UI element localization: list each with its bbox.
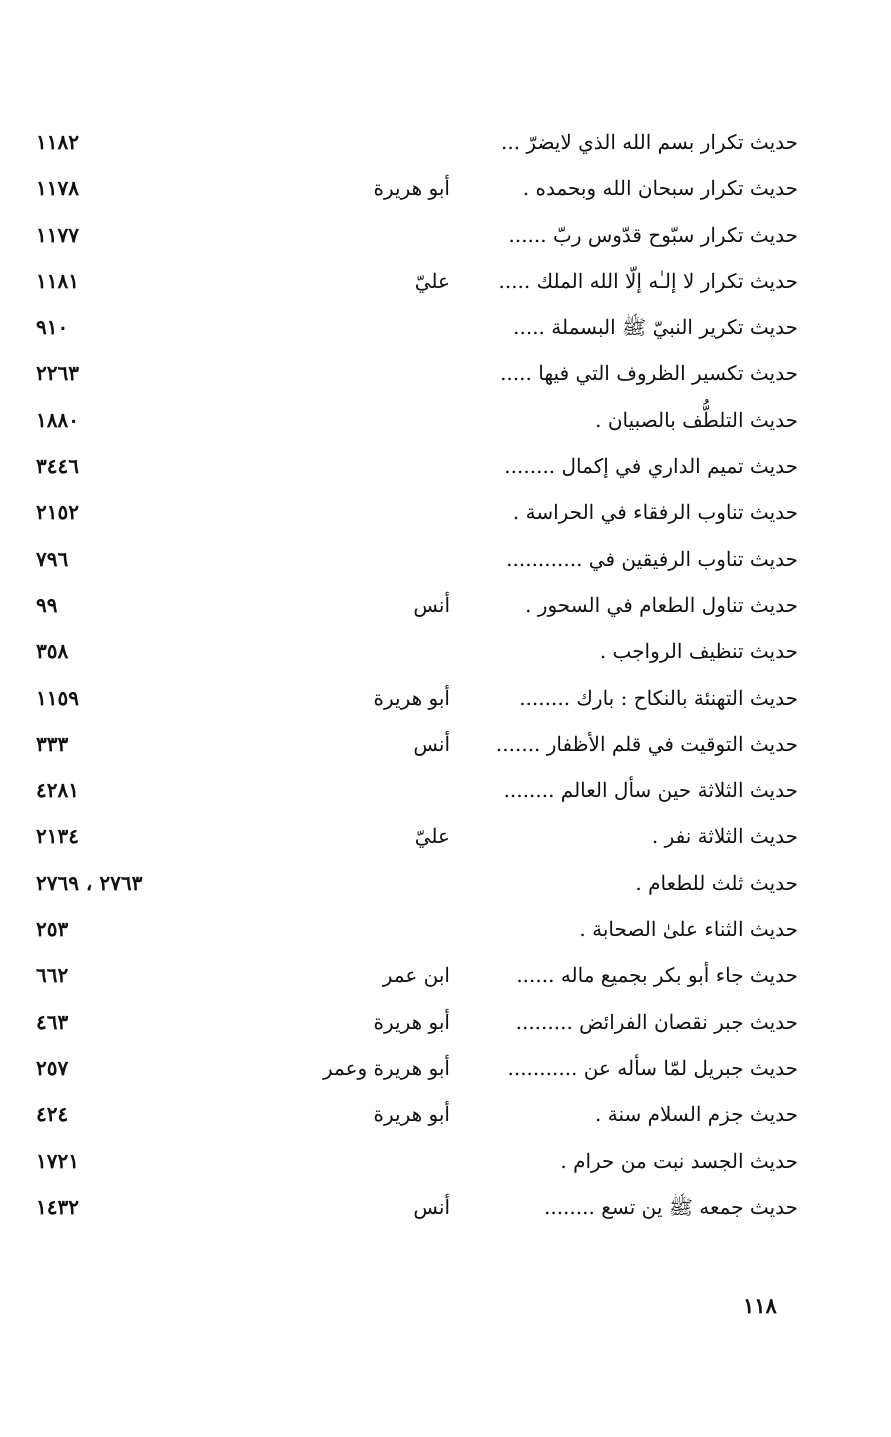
entry-title: حديث التلطُّف بالصبيان . — [595, 407, 798, 432]
entry-reference-number: ١١٧٨ — [36, 176, 79, 201]
index-entry — [0, 1004, 891, 1050]
entry-reference-number: ١٧٢١ — [36, 1148, 79, 1173]
index-entry — [0, 402, 891, 448]
index-entry — [0, 772, 891, 818]
entry-reference-number: ٧٩٦ — [36, 546, 69, 571]
entry-reference-number: ٤٢٤ — [36, 1102, 69, 1127]
entry-title: حديث جمعه ﷺ ين تسع ........ — [543, 1194, 798, 1219]
entry-title: حديث ثلث للطعام . — [635, 870, 798, 895]
entry-title: حديث تميم الداري في إكمال ........ — [504, 454, 798, 479]
index-entry — [0, 911, 891, 957]
entry-reference-number: ٤٦٣ — [36, 1009, 69, 1034]
entry-title: حديث التهنئة بالنكاح : بارك ........ — [519, 685, 798, 710]
index-entry — [0, 494, 891, 540]
entry-narrator: أبو هريرة — [373, 1102, 450, 1127]
entry-title: حديث جبر نقصان الفرائض ......... — [515, 1009, 798, 1034]
entry-title: حديث تكرار سبّوح قدّوس ربّ ...... — [508, 222, 798, 247]
entry-title: حديث جزم السلام سنة . — [595, 1102, 798, 1127]
entry-title: حديث الثلاثة حين سأل العالم ........ — [503, 778, 798, 803]
entry-title: حديث تناول الطعام في السحور . — [525, 592, 798, 617]
entry-title: حديث تناوب الرفيقين في ............ — [506, 546, 798, 571]
entry-reference-number: ٢١٥٢ — [36, 500, 79, 525]
entry-narrator: أنس — [413, 731, 450, 756]
entry-reference-number: ١٤٣٢ — [36, 1194, 79, 1219]
entry-narrator: أبو هريرة وعمر — [322, 1055, 450, 1080]
entry-reference-number: ١١٨١ — [36, 268, 79, 293]
index-entry — [0, 865, 891, 911]
entry-reference-number: ٢٢٦٣ — [36, 361, 79, 386]
entry-title: حديث الثناء علىٰ الصحابة . — [579, 917, 798, 942]
index-entry — [0, 818, 891, 864]
entry-title: حديث الثلاثة نفر . — [651, 824, 798, 849]
index-entry — [0, 309, 891, 355]
entry-reference-number: ٢٥٧ — [36, 1055, 69, 1080]
entry-title: حديث تكرار سبحان الله وبحمده . — [522, 176, 798, 201]
entry-title: حديث تكرار لا إلـٰه إلّا الله الملك ..... — [498, 268, 798, 293]
entry-reference-number: ٢٧٦٣ ، ٢٧٦٩ — [36, 870, 143, 895]
index-entry — [0, 1143, 891, 1189]
page-number: ١١٨ — [743, 1293, 777, 1318]
index-entry — [0, 587, 891, 633]
entry-title: حديث الجسد نبت من حرام . — [560, 1148, 798, 1173]
entry-narrator: ابن عمر — [382, 963, 450, 988]
entry-title: حديث تكسير الظروف التي فيها ..... — [500, 361, 798, 386]
entry-title: حديث تكرير النبيّ ﷺ البسملة ..... — [513, 315, 798, 340]
entry-reference-number: ٣٤٤٦ — [36, 454, 79, 479]
entry-title: حديث تناوب الرفقاء في الحراسة . — [512, 500, 798, 525]
entry-reference-number: ١٨٨٠ — [36, 407, 79, 432]
index-entry — [0, 726, 891, 772]
entry-narrator: عليّ — [414, 268, 450, 293]
index-entry — [0, 1096, 891, 1142]
index-entry — [0, 1050, 891, 1096]
index-entry — [0, 355, 891, 401]
index-entry — [0, 680, 891, 726]
entry-narrator: أبو هريرة — [373, 1009, 450, 1034]
index-entry — [0, 263, 891, 309]
entry-reference-number: ٩١٠ — [36, 315, 69, 340]
index-entry — [0, 448, 891, 494]
entry-reference-number: ١١٧٧ — [36, 222, 79, 247]
entry-narrator: أنس — [413, 1194, 450, 1219]
entry-narrator: أنس — [413, 592, 450, 617]
entry-title: حديث تكرار بسم الله الذي لايضرّ ... — [500, 130, 798, 154]
index-entry — [0, 633, 891, 679]
index-entry — [0, 957, 891, 1003]
entry-title: حديث التوقيت في قلم الأظفار ....... — [495, 731, 798, 756]
index-entry — [0, 170, 891, 216]
entry-reference-number: ٣٣٣ — [36, 731, 69, 756]
entry-reference-number: ٤٢٨١ — [36, 778, 79, 803]
entry-reference-number: ١١٥٩ — [36, 685, 79, 710]
entry-narrator: أبو هريرة — [373, 176, 450, 201]
hadith-index-list — [0, 124, 891, 1235]
entry-title: حديث جبريل لمّا سأله عن ........... — [507, 1055, 798, 1080]
index-entry — [0, 541, 891, 587]
entry-title: حديث تنظيف الرواجب . — [599, 639, 798, 664]
entry-narrator: أبو هريرة — [373, 685, 450, 710]
entry-narrator: عليّ — [414, 824, 450, 849]
entry-reference-number: ١١٨٢ — [36, 130, 79, 154]
entry-reference-number: ٦٦٢ — [36, 963, 69, 988]
entry-reference-number: ٩٩ — [36, 592, 58, 617]
entry-reference-number: ٣٥٨ — [36, 639, 69, 664]
index-entry — [0, 1189, 891, 1235]
entry-reference-number: ٢٥٣ — [36, 917, 69, 942]
entry-reference-number: ٢١٣٤ — [36, 824, 79, 849]
index-entry — [0, 124, 891, 170]
entry-title: حديث جاء أبو بكر بجميع ماله ...... — [516, 963, 798, 988]
index-entry — [0, 217, 891, 263]
